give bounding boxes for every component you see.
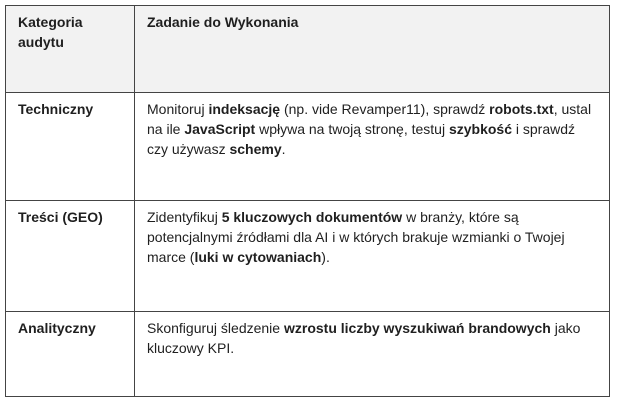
task-emphasis: 5 kluczowych dokumentów xyxy=(221,209,403,225)
row-category: Treści (GEO) xyxy=(6,201,135,312)
row-category: Analityczny xyxy=(6,312,135,397)
audit-table xyxy=(5,5,610,397)
task-text: Skonfiguruj śledzenie xyxy=(147,320,284,336)
task-text: wpływa na twoją stronę, testuj xyxy=(255,121,449,137)
task-text: ). xyxy=(321,249,330,265)
table-header-row xyxy=(6,6,610,93)
task-text: Zidentyfikuj xyxy=(147,209,222,225)
task-emphasis: schemy xyxy=(229,141,282,157)
row-task xyxy=(135,93,610,201)
row-category: Techniczny xyxy=(6,93,135,201)
task-emphasis: luki w cytowaniach xyxy=(194,249,322,265)
task-text: (np. vide Revamper11), sprawdź xyxy=(280,101,490,117)
task-emphasis: robots.txt xyxy=(489,101,554,117)
task-text: w branży, które są potencjalnymi źródłami dla AI i w których brakuje wzmianki o Twojej marce ( xyxy=(147,209,565,265)
table-row xyxy=(6,312,610,397)
row-task xyxy=(135,201,610,312)
table-row xyxy=(6,201,610,312)
task-emphasis: wzrostu liczby wyszukiwań brandowych xyxy=(283,320,551,336)
task-text: Monitoruj xyxy=(147,101,209,117)
task-emphasis: indeksację xyxy=(208,101,281,117)
task-text: jako kluczowy KPI. xyxy=(147,320,581,356)
header-category: Kategoria audytu xyxy=(6,6,135,93)
task-emphasis: szybkość xyxy=(448,121,512,137)
header-task: Zadanie do Wykonania xyxy=(135,6,610,93)
task-emphasis: JavaScript xyxy=(184,121,256,137)
task-text: . xyxy=(281,141,286,157)
table-row xyxy=(6,93,610,201)
task-text: i sprawdź czy używasz xyxy=(147,121,576,157)
row-task xyxy=(135,312,610,397)
task-text: , ustal na ile xyxy=(147,101,592,137)
